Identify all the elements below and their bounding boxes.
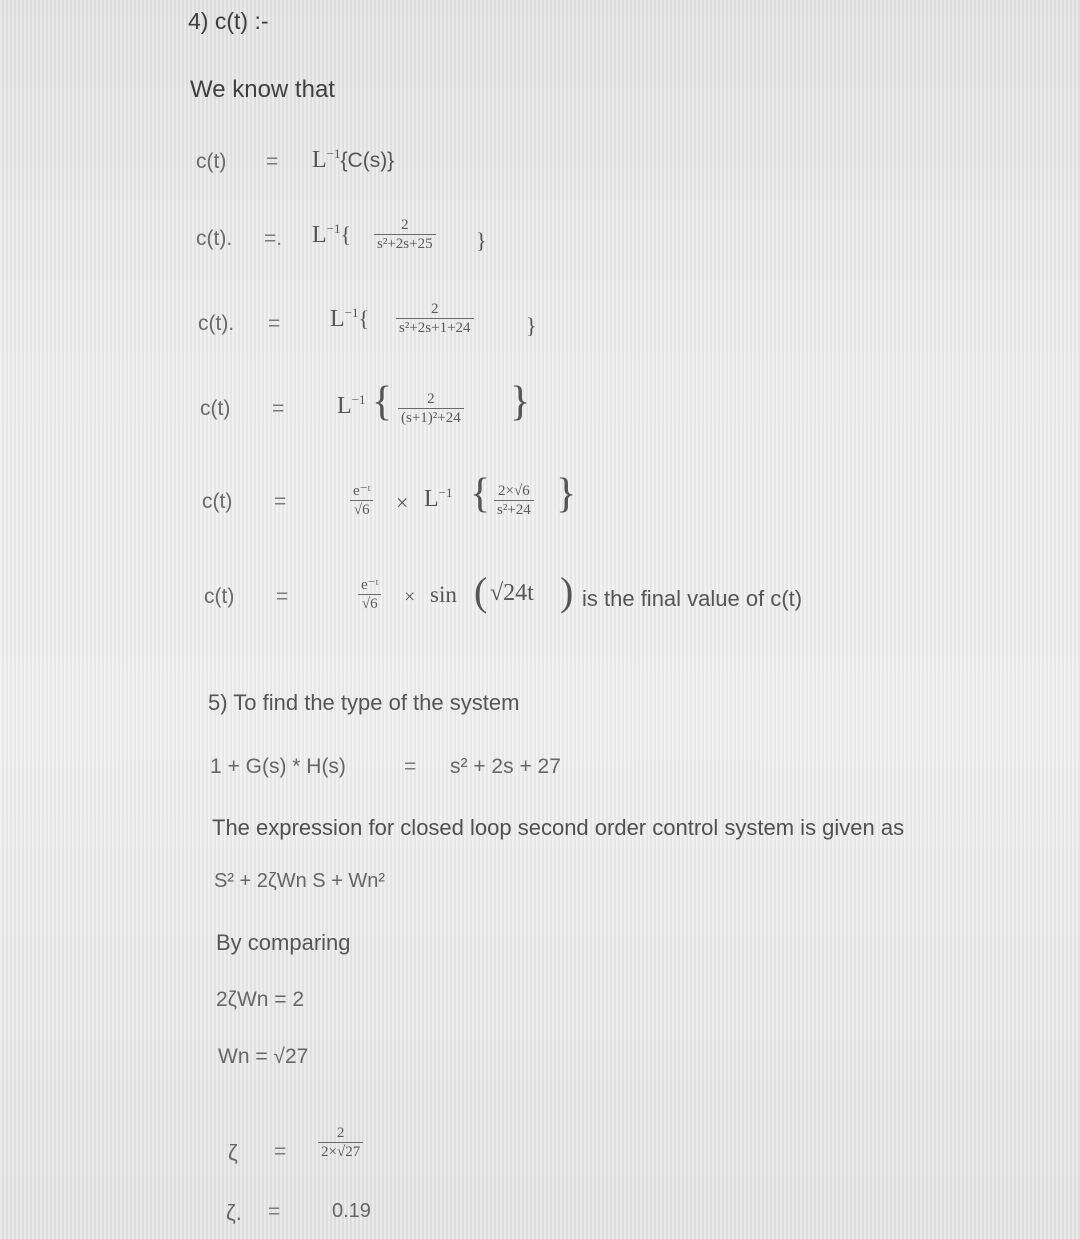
zeta-final-equals: = [268,1200,281,1223]
line3-fraction: 2 s²+2s+1+24 [396,302,474,336]
line4-lhs: c(t) [200,397,231,420]
line2-equals: =. [264,227,283,250]
line4-fraction: 2 (s+1)²+24 [398,392,464,426]
section4-heading: 4) c(t) :- [188,8,269,34]
line4-inverse-laplace: $L^{-1}$ [337,392,366,419]
line5-close-brace: } [556,471,577,517]
char-eq-equals: = [404,755,417,778]
line2-inverse-laplace: $L^{-1}${ [312,221,352,248]
line5-coefficient: e⁻ᵗ √6 [350,484,373,518]
zeta-equals: = [274,1140,287,1163]
zeta-symbol-final: ζ. [226,1200,242,1225]
line5-times: × [396,490,409,515]
line1-inverse-laplace: $L^{-1}\{C(s)\}$ [312,146,395,173]
line6-equals: = [276,585,289,608]
line4-equals: = [272,397,285,420]
line1-equals: = [266,150,279,173]
equation-2zeta-wn: 2ζWn = 2 [216,988,305,1011]
zeta-fraction: 2 2×√27 [318,1126,363,1160]
line6-coefficient: e⁻ᵗ √6 [358,578,381,612]
line6-open-paren: ( [474,569,488,614]
line6-sin-argument: √24t [490,580,534,606]
line3-close-brace: } [526,313,537,338]
line2-fraction: 2 s²+2s+25 [374,218,436,252]
standard-form: S² + 2ζWn S + Wn² [214,870,386,892]
zeta-value: 0.19 [332,1200,371,1222]
line5-lhs: c(t) [202,490,233,513]
equation-wn: Wn = √27 [218,1045,309,1068]
by-comparing: By comparing [216,930,351,955]
char-eq-rhs: s² + 2s + 27 [450,755,561,778]
line5-fraction: 2×√6 s²+24 [494,484,534,518]
line6-close-paren: ) [560,569,574,614]
expression-text: The expression for closed loop second order control system is given as [212,815,905,840]
line3-equals: = [268,312,281,335]
line3-lhs: c(t). [198,312,235,335]
line4-close-brace: } [510,379,531,425]
line6-sin: sin [430,582,457,607]
line3-inverse-laplace: $L^{-1}${ [330,305,370,332]
line2-lhs: c(t). [196,227,233,250]
line5-inverse-laplace: $L^{-1}$ [424,485,453,512]
line2-close-brace: } [476,228,487,253]
line5-open-brace: { [470,471,491,517]
line6-note: is the final value of c(t) [582,586,803,611]
section5-heading: 5) To find the type of the system [208,690,520,715]
line4-open-brace: { [372,379,393,425]
line1-lhs: c(t) [196,150,227,173]
char-eq-lhs: 1 + G(s) * H(s) [210,755,346,778]
line6-lhs: c(t) [204,585,235,608]
line5-equals: = [274,490,287,513]
intro-text: We know that [190,76,335,103]
line6-times: × [404,586,416,608]
zeta-symbol: ζ [228,1140,238,1165]
